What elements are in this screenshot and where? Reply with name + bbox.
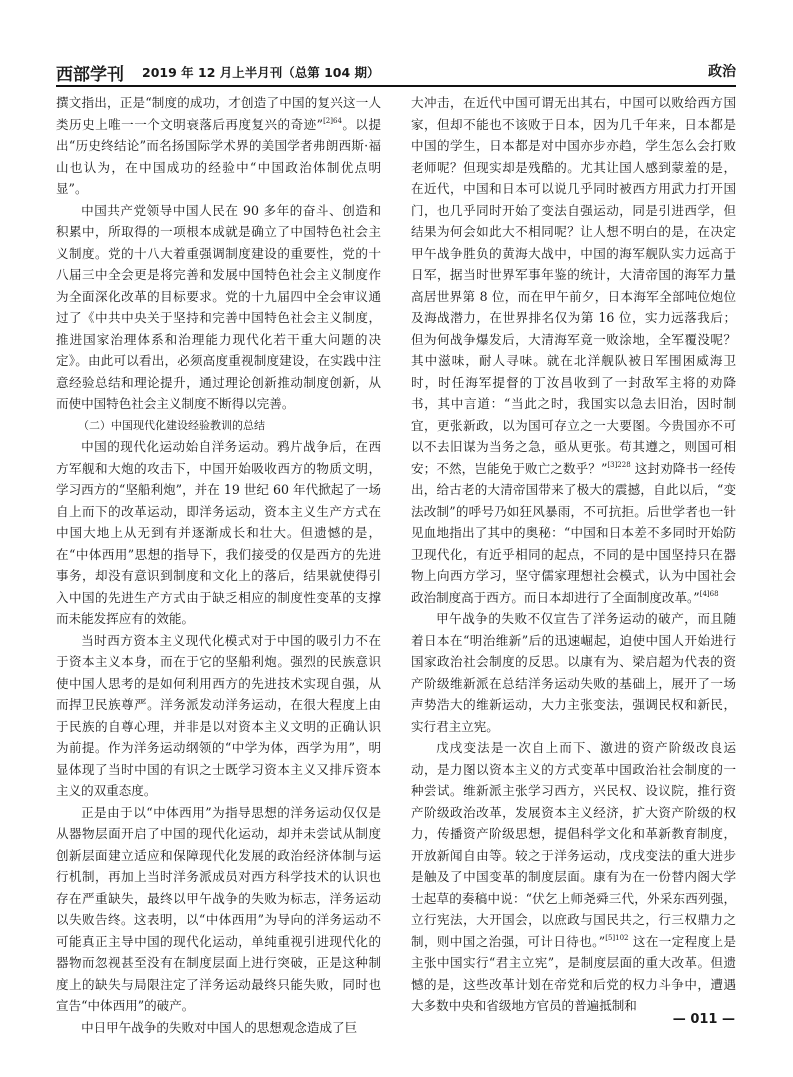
section-label: 政治	[708, 64, 736, 80]
right-column	[411, 92, 736, 1017]
header-rule	[56, 85, 736, 87]
issue-info: 2019 年 12 月上半月刊（总第 104 期）	[142, 65, 380, 80]
page-number: — 011 —	[672, 1012, 735, 1027]
paragraph: 中日甲午战争的失败对中国人的思想观念造成了巨	[81, 1019, 358, 1035]
citation-ref: [5]102	[605, 933, 629, 942]
section-heading: （二）中国现代化建设经验教训的总结	[78, 418, 265, 432]
citation-ref: [4]68	[699, 589, 719, 598]
paragraph: 当时西方资本主义现代化模式对于中国的吸引力不在于资本主义本身，而在于它的坚船利炮。强烈的民族意识使中国人思考的是如何利用西方的先进技术实现自强，从而捍卫民族尊严。洋务派发动洋务运动，在很大程度上由于民族的自尊心理，并非是以对资本主义文明的正确认识为前提。作为洋务运动纲领的“中学为体，西学为用”，明显体现了当时中国的有识之士既学习资本主义又排斥资本主义的双重态度。	[56, 632, 381, 798]
paragraph: 正是由于以“中体西用”为指导思想的洋务运动仅仅是从器物层面开启了中国的现代化运动，却并未尝试从制度创新层面建立适应和保障现代化发展的政治经济体制与运行机制，再加上当时洋务派成员对西方科学技术的认识也存在严重缺失，最终以甲午战争的失败为标志，洋务运动以失败告终。这表明，以“中体西用”为导向的洋务运动不可能真正主导中国的现代化运动，单纯重视引进现代化的器物而忽视甚至没有在制度层面上进行突破，正是这种制度上的缺失与局限注定了洋务运动最终只能失败，同时也宣告“中体西用”的破产。	[56, 804, 381, 1013]
paragraph: 甲午战争的失败不仅宣告了洋务运动的破产，而且随着日本在“明治维新”后的迅速崛起，迫使中国人开始进行国家政治社会制度的反思。以康有为、梁启超为代表的资产阶级维新派在总结洋务运动失败的基础上，展开了一场声势浩大的维新运动，大力主张变法，强调民权和新民，实行君主立宪。	[411, 611, 736, 734]
citation-ref: [3]228	[607, 460, 631, 469]
paragraph: 大冲击，在近代中国可谓无出其右，中国可以败给西方国家，但却不能也不该败于日本，因为几千年来，日本都是中国的学生，日本都是对中国亦步亦趋，学生怎么会打败老师呢？但现实却是残酷的。尤其让国人感到蒙羞的是，在近代，中国和日本可以说几乎同时被西方用武力打开国门，也几乎同时开始了变法自强运动，同是引进西学，但结果为何会如此大不相同呢？让人想不明白的是，在决定甲午战争胜负的黄海大战中，中国的海军舰队实力远高于日军，据当时世界军事年鉴的统计，大清帝国的海军力量高居世界第 8 位，而在甲午前夕，日本海军全部吨位炮位及海战潜力，在世界排名仅为第 16 位，实力远落我后；但为何战争爆发后，大清海军竟一败涂地，全军覆没呢？其中滋味，耐人寻味。就在北洋舰队被日军围困威海卫时，时任海军提督的丁汝昌收到了一封敌军主将的劝降书，其中言道：“当此之时，我国实以急去旧治，因时制宜，更张新政，以为国可存立之一大要图。今贵国亦不可以不去旧谋为当务之急，亟从更张。苟其遵之，则国可相安；不然，岂能免于败亡之数乎？”$^{[3]228}$ 这封劝降书一经传出，给古老的大清帝国带来了极大的震撼，自此以后，“变法改制”的呼号乃如狂风暴雨，不可抗拒。后世学者也一针见血地指出了其中的奥秘：“中国和日本差不多同时开始防卫现代化，有近乎相同的起点，不同的是中国坚持只在器物上向西方学习，坚守儒家理想社会模式，认为中国社会政治制度高于西方。而日本却进行了全面制度改革。”$^{[4]68}$	[411, 95, 736, 605]
running-header	[56, 60, 736, 84]
left-column	[56, 92, 381, 1038]
paragraph: 撰文指出，正是“制度的成功，才创造了中国的复兴这一人类历史上唯一一个文明衰落后再度复兴的奇迹”$^{[2]64}$。以提出“历史终结论”而名扬国际学术界的美国学者弗朗西斯·福山也认为，在中国成功的经验中“中国政治体制优点明显”。	[56, 95, 382, 196]
citation-ref: [2]64	[323, 116, 342, 125]
paragraph: 中国共产党领导中国人民在 90 多年的奋斗、创造和积累中，所取得的一项根本成就是确立了中国特色社会主义制度。党的十八大着重强调制度建设的重要性，党的十八届三中全会更是将完善和发展中国特色社会主义制度作为全面深化改革的目标要求。党的十九届四中全会审议通过了《中共中央关于坚持和完善中国特色社会主义制度，推进国家治理体系和治理能力现代化若干重大问题的决定》。由此可以看出，必须高度重视制度建设，在实践中注意经验总结和理论提升，通过理论创新推动制度创新，从而使中国特色社会主义制度不断得以完善。	[56, 202, 381, 411]
paragraph: 戊戌变法是一次自上而下、激进的资产阶级改良运动，是力图以资本主义的方式变革中国政治社会制度的一种尝试。维新派主张学习西方，兴民权、设议院，推行资产阶级政治改革，发展资本主义经济，扩大资产阶级的权力，传播资产阶级思想，提倡科学文化和革新教育制度，开放新闻自由等。较之于洋务运动，戊戌变法的重大进步是触及了中国变革的制度层面。康有为在一份替内阁大学士起草的奏稿中说：“伏乞上师尧舜三代，外采东西列强，立行宪法，大开国会，以庶政与国民共之，行三权鼎力之制，则中国之治强，可计日待也。”$^{[5]102}$ 这在一定程度上是主张中国实行“君主立宪”，是制度层面的重大改革。但遗憾的是，这些改革计划在帝党和后党的权力斗争中，遭遇大多数中央和省级地方官员的普遍抵制和	[411, 740, 736, 1013]
journal-logo: 西部学刊	[56, 65, 124, 85]
paragraph: 中国的现代化运动始自洋务运动。鸦片战争后，在西方军舰和大炮的攻击下，中国开始吸收西方的物质文明，学习西方的“坚船利炮”，并在 19 世纪 60 年代掀起了一场自上而下的改革运动，即洋务运动，资本主义生产方式在中国大地上从无到有并逐渐成长和壮大。但遗憾的是，在“中体西用”思想的指导下，我们接受的仅是西方的先进事务，却没有意识到制度和文化上的落后，结果就使得引入中国的先进生产方式由于缺乏相应的制度性变革的支撑而未能发挥应有的效能。	[56, 439, 381, 626]
